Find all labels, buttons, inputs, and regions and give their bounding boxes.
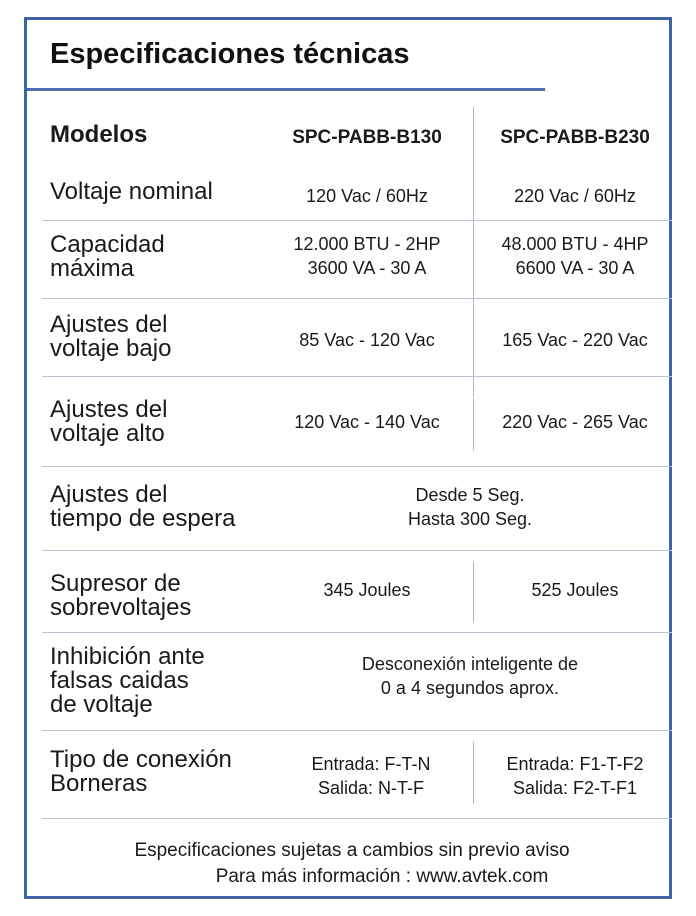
voltaje-bajo-model-2: 165 Vac - 220 Vac (502, 330, 648, 350)
row-label-voltaje-bajo: Ajustes del voltaje bajo (50, 311, 172, 362)
capacidad-maxima-model-1: 12.000 BTU - 2HP 3600 VA - 30 A (293, 234, 441, 278)
row-label-voltaje-alto: Ajustes del voltaje alto (50, 396, 168, 447)
column-divider (473, 107, 474, 397)
row-divider (42, 550, 672, 551)
footer-disclaimer: Especificaciones sujetas a cambios sin previo aviso (134, 840, 570, 861)
page-title: Especificaciones técnicas (50, 38, 410, 70)
row-label-tipo-conexion: Tipo de conexión Borneras (50, 746, 232, 797)
models-header-label: Modelos (50, 121, 148, 148)
row-divider (42, 818, 672, 819)
voltaje-bajo-model-1: 85 Vac - 120 Vac (299, 330, 435, 350)
row-divider (42, 632, 672, 633)
footer-website: Para más información : www.avtek.com (215, 866, 549, 887)
tiempo-espera-value: Desde 5 Seg. Hasta 300 Seg. (407, 485, 533, 529)
supresor-model-2: 525 Joules (531, 580, 619, 600)
row-divider (42, 220, 672, 221)
row-divider (42, 730, 672, 731)
row-divider (42, 376, 672, 377)
inhibicion-value: Desconexión inteligente de 0 a 4 segundos aprox. (361, 654, 579, 698)
footer-note (42, 838, 662, 890)
tipo-conexion-model-2: Entrada: F1-T-F2 Salida: F2-T-F1 (506, 754, 644, 798)
voltaje-alto-model-2: 220 Vac - 265 Vac (502, 412, 648, 432)
row-label-supresor: Supresor de sobrevoltajes (50, 570, 192, 621)
voltaje-nominal-model-2: 220 Vac / 60Hz (514, 186, 636, 206)
model-1-header: SPC-PABB-B130 (292, 127, 442, 148)
row-label-inhibicion: Inhibición ante falsas caidas de voltaje (50, 643, 205, 718)
capacidad-maxima-model-2: 48.000 BTU - 4HP 6600 VA - 30 A (501, 234, 649, 278)
column-divider (473, 398, 474, 450)
row-label-tiempo-espera: Ajustes del tiempo de espera (50, 481, 236, 532)
title-underline (27, 88, 545, 91)
tipo-conexion-model-1: Entrada: F-T-N Salida: N-T-F (311, 754, 431, 798)
row-divider (42, 298, 672, 299)
row-label-voltaje-nominal: Voltaje nominal (50, 178, 213, 205)
model-2-header: SPC-PABB-B230 (500, 127, 650, 148)
column-divider (473, 562, 474, 622)
supresor-model-1: 345 Joules (323, 580, 411, 600)
voltaje-nominal-model-1: 120 Vac / 60Hz (306, 186, 428, 206)
column-divider (473, 742, 474, 804)
row-label-capacidad-maxima: Capacidad máxima (50, 231, 165, 282)
voltaje-alto-model-1: 120 Vac - 140 Vac (294, 412, 440, 432)
row-divider (42, 466, 672, 467)
